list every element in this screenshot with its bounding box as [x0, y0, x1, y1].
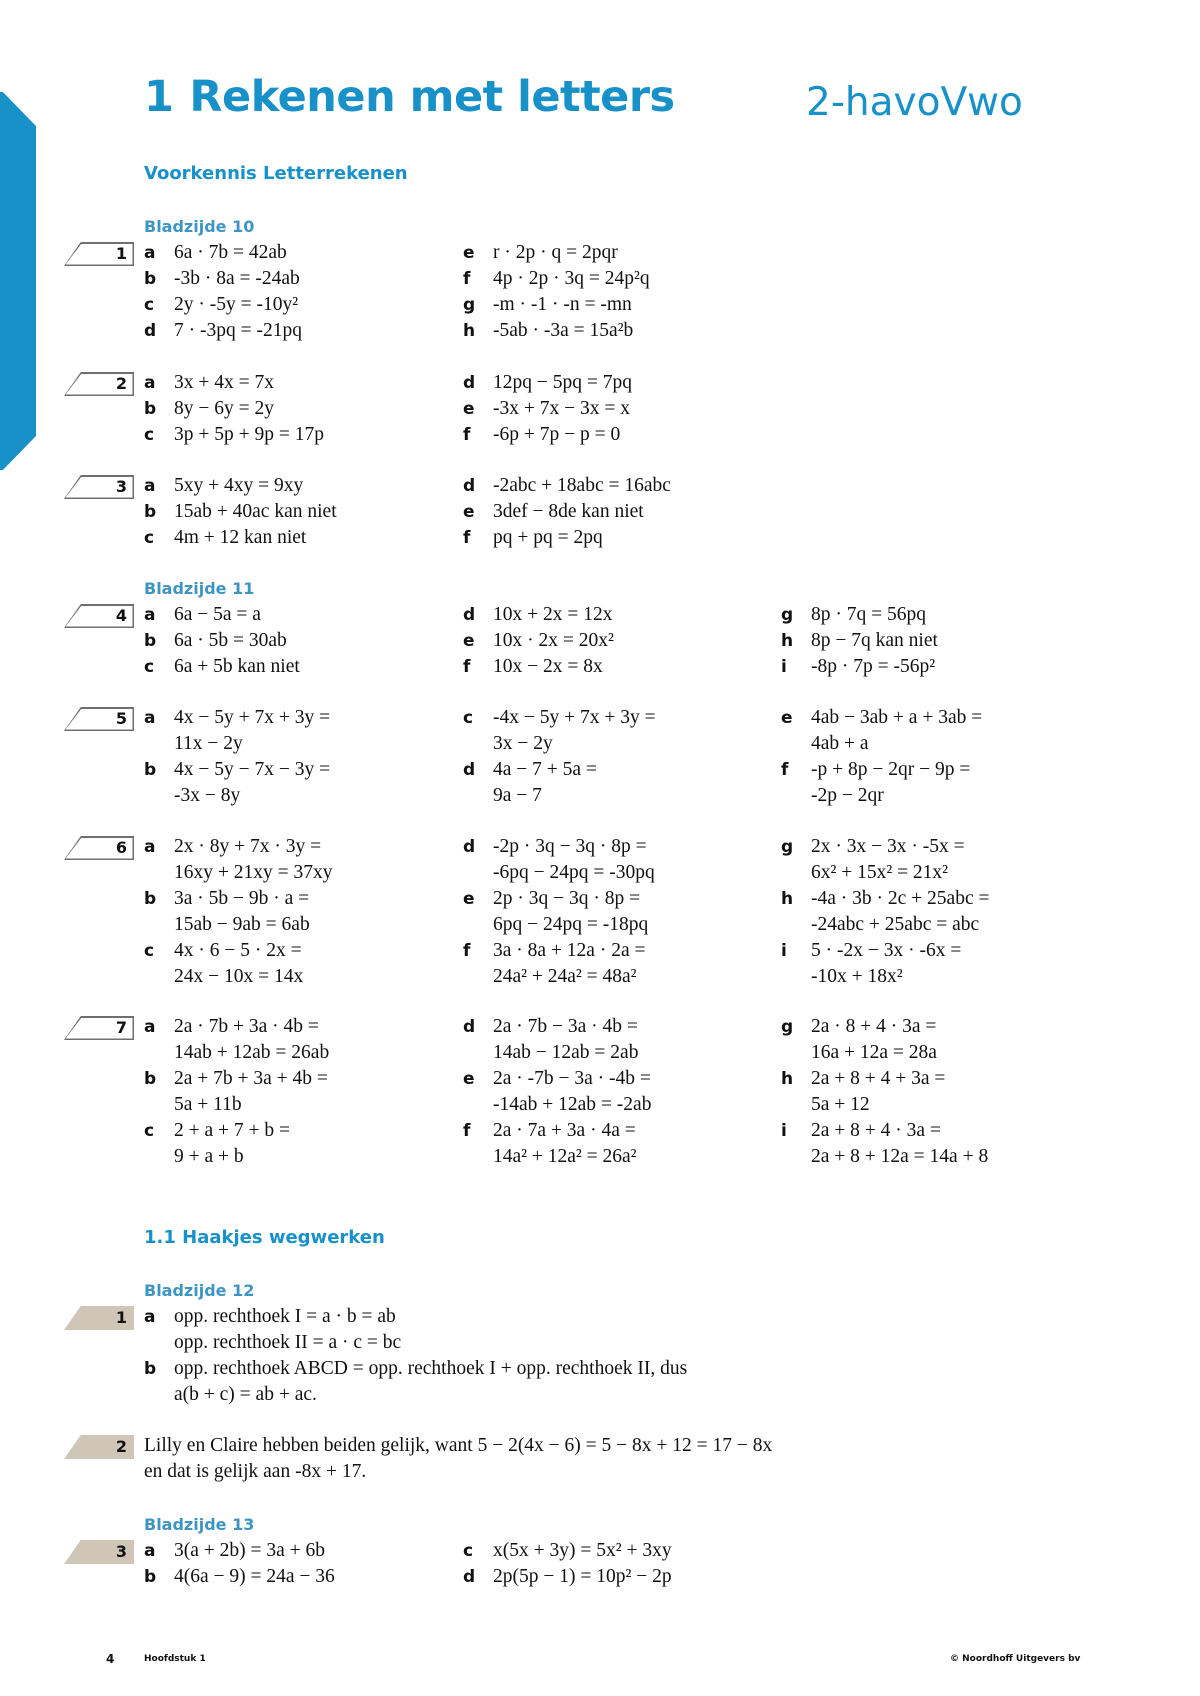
answer-line: 9 + a + b — [174, 1146, 244, 1167]
answer-line: 3(a + 2b) = 3a + 6b — [174, 1540, 326, 1561]
answer-line: 3x − 2y — [493, 733, 553, 754]
exercise-number: 6 — [115, 838, 127, 857]
answer-letter: a — [144, 476, 156, 496]
answer-line: opp. rechthoek I = a · b = ab — [174, 1306, 396, 1327]
answer-letter: a — [144, 1017, 156, 1037]
answer-letter: b — [144, 269, 157, 289]
answer-item — [781, 886, 989, 938]
answer-text-line: Lilly en Claire hebben beiden gelijk, want 5 − 2(4x − 6) = 5 − 8x + 12 = 17 − 8x — [144, 1435, 773, 1456]
answer-letter: a — [144, 605, 156, 625]
answer-letter: d — [463, 605, 476, 625]
answer-line: -2p · 3q − 3q · 8p = — [493, 836, 647, 857]
exercise-number-badge — [64, 836, 134, 860]
answer-item — [463, 628, 614, 654]
answer-item — [463, 499, 644, 525]
answer-letter: b — [144, 631, 157, 651]
answer-line: opp. rechthoek ABCD = opp. rechthoek I + opp. rechthoek II, dus — [174, 1358, 688, 1379]
answer-line: -3x − 8y — [174, 785, 241, 806]
answer-line: 2a · 8 + 4 · 3a = — [811, 1016, 937, 1037]
page-ref: Bladzijde 13 — [144, 1515, 255, 1534]
answer-line: -8p · 7p = -56p² — [811, 656, 936, 677]
answer-item — [144, 318, 302, 344]
answer-item — [144, 473, 303, 499]
answer-letter: c — [144, 425, 155, 445]
answer-item — [144, 525, 306, 551]
exercise-number-badge — [64, 707, 134, 731]
answer-item — [463, 654, 603, 680]
answer-item — [144, 1564, 335, 1590]
answer-item — [144, 1118, 290, 1170]
answer-letter: c — [463, 1541, 474, 1561]
exercise-number: 7 — [115, 1018, 127, 1037]
exercise-number-badge — [64, 604, 134, 628]
answer-item — [781, 938, 961, 990]
answer-letter: f — [781, 760, 789, 780]
answer-line: 16xy + 21xy = 37xy — [174, 862, 333, 883]
answer-line: -4a · 3b · 2c + 25abc = — [811, 888, 990, 909]
answer-letter: b — [144, 399, 157, 419]
answer-item — [144, 499, 337, 525]
answer-item — [781, 654, 935, 680]
answer-letter: h — [781, 889, 794, 909]
answer-line: 2 + a + 7 + b = — [174, 1120, 291, 1141]
answer-letter: h — [463, 321, 476, 341]
answer-line: 10x + 2x = 12x — [493, 604, 613, 625]
answer-item — [144, 705, 330, 757]
answer-letter: c — [144, 528, 155, 548]
answer-line: 12pq − 5pq = 7pq — [493, 372, 632, 393]
answer-letter: b — [144, 1567, 157, 1587]
answer-item — [781, 834, 965, 886]
answer-line: 24x − 10x = 14x — [174, 966, 304, 987]
answer-letter: d — [463, 837, 476, 857]
answer-line: 24a² + 24a² = 48a² — [493, 966, 637, 987]
answer-line: 5xy + 4xy = 9xy — [174, 475, 304, 496]
answer-letter: d — [144, 321, 157, 341]
answer-line: -6p + 7p − p = 0 — [493, 424, 621, 445]
section-heading-voorkennis: Voorkennis Letterrekenen — [144, 163, 408, 184]
chapter-title-text: Rekenen met letters — [189, 72, 675, 122]
answer-item — [144, 1538, 325, 1564]
answer-line: -24abc + 25abc = abc — [811, 914, 980, 935]
chapter-title — [144, 72, 675, 122]
answer-line: 2a + 8 + 4 · 3a = — [811, 1120, 941, 1141]
footer-copyright: © Noordhoff Uitgevers bv — [950, 1654, 1081, 1664]
answer-line: 2a · 7b − 3a · 4b = — [493, 1016, 638, 1037]
answer-line: x(5x + 3y) = 5x² + 3xy — [493, 1540, 672, 1561]
answer-line: 10x · 2x = 20x² — [493, 630, 614, 651]
answer-letter: b — [144, 889, 157, 909]
answer-letter: c — [144, 657, 155, 677]
answer-line: 2x · 3x − 3x · -5x = — [811, 836, 965, 857]
answer-line: 15ab + 40ac kan niet — [174, 501, 337, 522]
answer-line: 11x − 2y — [174, 733, 243, 754]
answer-letter: d — [463, 476, 476, 496]
answer-letter: a — [144, 243, 156, 263]
answer-item — [463, 292, 632, 318]
answer-letter: f — [463, 1121, 471, 1141]
answer-letter: a — [144, 837, 156, 857]
answer-line: -m · -1 · -n = -mn — [493, 294, 632, 315]
answer-item — [144, 1014, 329, 1066]
answer-item — [781, 628, 938, 654]
answer-line: 8p · 7q = 56pq — [811, 604, 926, 625]
answer-line: 4p · 2p · 3q = 24p²q — [493, 268, 650, 289]
answer-letter: i — [781, 1121, 787, 1141]
answer-item — [463, 1118, 637, 1170]
answer-letter: a — [144, 1307, 156, 1327]
exercise-number: 3 — [115, 1542, 127, 1561]
answer-letter: e — [463, 631, 475, 651]
answer-letter: e — [463, 889, 475, 909]
exercise-number: 1 — [115, 244, 127, 263]
answer-item — [463, 318, 633, 344]
edition-label: 2-havoVwo — [806, 80, 1023, 125]
answer-line: 2a + 7b + 3a + 4b = — [174, 1068, 328, 1089]
footer-page-number: 4 — [106, 1652, 115, 1666]
answer-line: -4x − 5y + 7x + 3y = — [493, 707, 656, 728]
answer-line: 8y − 6y = 2y — [174, 398, 274, 419]
answer-line: 2a · 7b + 3a · 4b = — [174, 1016, 319, 1037]
answer-letter: f — [463, 425, 471, 445]
answer-letter: d — [463, 1567, 476, 1587]
answer-letter: b — [144, 1069, 157, 1089]
exercise-number: 3 — [115, 477, 127, 496]
exercise-number-badge — [64, 1540, 134, 1564]
answer-line: a(b + c) = ab + ac. — [174, 1384, 317, 1405]
answer-line: 2p · 3q − 3q · 8p = — [493, 888, 641, 909]
answer-item — [463, 1066, 651, 1118]
chapter-number: 1 — [144, 72, 174, 122]
answer-item — [463, 240, 618, 266]
exercise-number: 2 — [115, 1437, 127, 1456]
answer-item — [781, 602, 926, 628]
answer-line: 4(6a − 9) = 24a − 36 — [174, 1566, 335, 1587]
answer-item — [463, 757, 597, 809]
exercise-number: 1 — [115, 1308, 127, 1327]
answer-letter: c — [463, 708, 474, 728]
answer-line: -14ab + 12ab = -2ab — [493, 1094, 652, 1115]
answer-line: 2a + 8 + 4 + 3a = — [811, 1068, 946, 1089]
answer-item — [463, 473, 671, 499]
answer-line: 2a + 8 + 12a = 14a + 8 — [811, 1146, 989, 1167]
answer-item — [463, 396, 630, 422]
answer-item — [463, 705, 656, 757]
answer-letter: a — [144, 373, 156, 393]
exercise-number: 5 — [115, 709, 127, 728]
answer-item — [144, 1356, 687, 1408]
exercise-number-badge — [64, 372, 134, 396]
answer-item — [144, 602, 261, 628]
exercise-number-badge — [64, 1306, 134, 1330]
answer-letter: e — [463, 502, 475, 522]
answer-letter: b — [144, 1359, 157, 1379]
answer-item — [463, 1564, 672, 1590]
answer-item — [781, 1066, 945, 1118]
answer-line: 14ab + 12ab = 26ab — [174, 1042, 330, 1063]
answer-line: 3p + 5p + 9p = 17p — [174, 424, 324, 445]
answer-line: 4m + 12 kan niet — [174, 527, 307, 548]
answer-letter: f — [463, 528, 471, 548]
answer-item — [463, 266, 650, 292]
answer-letter: b — [144, 760, 157, 780]
answer-line: -6pq − 24pq = -30pq — [493, 862, 655, 883]
exercise-number-badge — [64, 242, 134, 266]
answer-letter: a — [144, 708, 156, 728]
answer-item — [463, 525, 603, 551]
answer-line: 2y · -5y = -10y² — [174, 294, 299, 315]
answer-letter: c — [144, 295, 155, 315]
answer-item — [144, 834, 333, 886]
answer-line: 4x − 5y + 7x + 3y = — [174, 707, 331, 728]
answer-line: 4ab − 3ab + a + 3ab = — [811, 707, 983, 728]
answer-item — [463, 422, 620, 448]
page-ref: Bladzijde 10 — [144, 217, 255, 236]
answer-letter: f — [463, 657, 471, 677]
answer-item — [144, 396, 274, 422]
answer-letter: e — [463, 243, 475, 263]
answer-line: 2a · 7a + 3a · 4a = — [493, 1120, 636, 1141]
answer-letter: g — [781, 837, 794, 857]
answer-line: 7 · -3pq = -21pq — [174, 320, 302, 341]
answer-item — [144, 654, 300, 680]
answer-line: 4x − 5y − 7x − 3y = — [174, 759, 331, 780]
section-heading-haakjes: 1.1 Haakjes wegwerken — [144, 1227, 385, 1248]
answer-line: -5ab · -3a = 15a²b — [493, 320, 634, 341]
answer-item — [144, 370, 274, 396]
answer-item — [144, 1304, 401, 1356]
answer-line: 3a · 8a + 12a · 2a = — [493, 940, 646, 961]
answer-item — [144, 628, 287, 654]
answer-line: 6x² + 15x² = 21x² — [811, 862, 949, 883]
answer-line: r · 2p · q = 2pqr — [493, 242, 618, 263]
answer-letter: c — [144, 941, 155, 961]
answer-letter: h — [781, 1069, 794, 1089]
answer-letter: d — [463, 1017, 476, 1037]
answer-item — [463, 834, 655, 886]
answer-line: 6a · 5b = 30ab — [174, 630, 287, 651]
answer-line: 3a · 5b − 9b · a = — [174, 888, 310, 909]
answer-item — [781, 705, 982, 757]
answer-item — [463, 1538, 672, 1564]
chapter-side-tab — [0, 92, 36, 470]
answer-line: 2p(5p − 1) = 10p² − 2p — [493, 1566, 672, 1587]
answer-line: 5a + 11b — [174, 1094, 242, 1115]
page-ref: Bladzijde 11 — [144, 579, 255, 598]
answer-item — [144, 266, 300, 292]
answer-line: 6a + 5b kan niet — [174, 656, 300, 677]
answer-line: 14a² + 12a² = 26a² — [493, 1146, 637, 1167]
answer-item — [781, 1118, 988, 1170]
exercise-number-badge — [64, 1435, 134, 1459]
answer-letter: g — [463, 295, 476, 315]
answer-item — [144, 757, 330, 809]
answer-letter: a — [144, 1541, 156, 1561]
answer-letter: i — [781, 941, 787, 961]
answer-line: -3b · 8a = -24ab — [174, 268, 300, 289]
answer-line: 5a + 12 — [811, 1094, 870, 1115]
answer-item — [144, 422, 324, 448]
answer-letter: c — [144, 1121, 155, 1141]
answer-item — [463, 1014, 638, 1066]
answer-item — [463, 602, 613, 628]
answer-letter: f — [463, 269, 471, 289]
answer-line: 15ab − 9ab = 6ab — [174, 914, 310, 935]
exercise-number: 4 — [115, 606, 127, 625]
answer-letter: d — [463, 760, 476, 780]
answer-line: 16a + 12a = 28a — [811, 1042, 937, 1063]
answer-letter: e — [781, 708, 793, 728]
answer-item — [463, 938, 645, 990]
answer-line: 9a − 7 — [493, 785, 542, 806]
answer-line: 8p − 7q kan niet — [811, 630, 938, 651]
answer-line: 10x − 2x = 8x — [493, 656, 603, 677]
answer-line: 14ab − 12ab = 2ab — [493, 1042, 639, 1063]
answer-letter: e — [463, 399, 475, 419]
answer-line: opp. rechthoek II = a · c = bc — [174, 1332, 402, 1353]
answer-line: 6pq − 24pq = -18pq — [493, 914, 649, 935]
answer-item — [781, 1014, 937, 1066]
answer-line: 5 · -2x − 3x · -6x = — [811, 940, 962, 961]
exercise-number-badge — [64, 475, 134, 499]
answer-item — [144, 1066, 328, 1118]
answer-line: -p + 8p − 2qr − 9p = — [811, 759, 971, 780]
answer-text-line: en dat is gelijk aan -8x + 17. — [144, 1461, 367, 1482]
footer-chapter: Hoofdstuk 1 — [144, 1654, 206, 1664]
answer-line: pq + pq = 2pq — [493, 527, 603, 548]
answer-item — [463, 370, 632, 396]
answer-line: 6a − 5a = a — [174, 604, 261, 625]
answer-line: 3def − 8de kan niet — [493, 501, 644, 522]
answer-line: -2abc + 18abc = 16abc — [493, 475, 671, 496]
answer-item — [144, 938, 303, 990]
answer-line: 2a · -7b − 3a · -4b = — [493, 1068, 651, 1089]
answer-letter: i — [781, 657, 787, 677]
answer-item — [781, 757, 970, 809]
answer-line: 6a · 7b = 42ab — [174, 242, 287, 263]
answer-item — [144, 292, 298, 318]
page-ref: Bladzijde 12 — [144, 1281, 255, 1300]
answer-line: -10x + 18x² — [811, 966, 903, 987]
answer-item — [144, 240, 287, 266]
answer-letter: d — [463, 373, 476, 393]
answer-item — [463, 886, 648, 938]
answer-item — [144, 886, 310, 938]
exercise-number-badge — [64, 1016, 134, 1040]
answer-line: 4ab + a — [811, 733, 869, 754]
answer-letter: g — [781, 605, 794, 625]
answer-line: -3x + 7x − 3x = x — [493, 398, 630, 419]
answer-line: 2x · 8y + 7x · 3y = — [174, 836, 322, 857]
exercise-number: 2 — [115, 374, 127, 393]
answer-letter: h — [781, 631, 794, 651]
answer-letter: e — [463, 1069, 475, 1089]
answer-line: -2p − 2qr — [811, 785, 884, 806]
answer-line: 3x + 4x = 7x — [174, 372, 274, 393]
answer-line: 4a − 7 + 5a = — [493, 759, 597, 780]
answer-letter: f — [463, 941, 471, 961]
answer-letter: b — [144, 502, 157, 522]
answer-letter: g — [781, 1017, 794, 1037]
answer-line: 4x · 6 − 5 · 2x = — [174, 940, 302, 961]
